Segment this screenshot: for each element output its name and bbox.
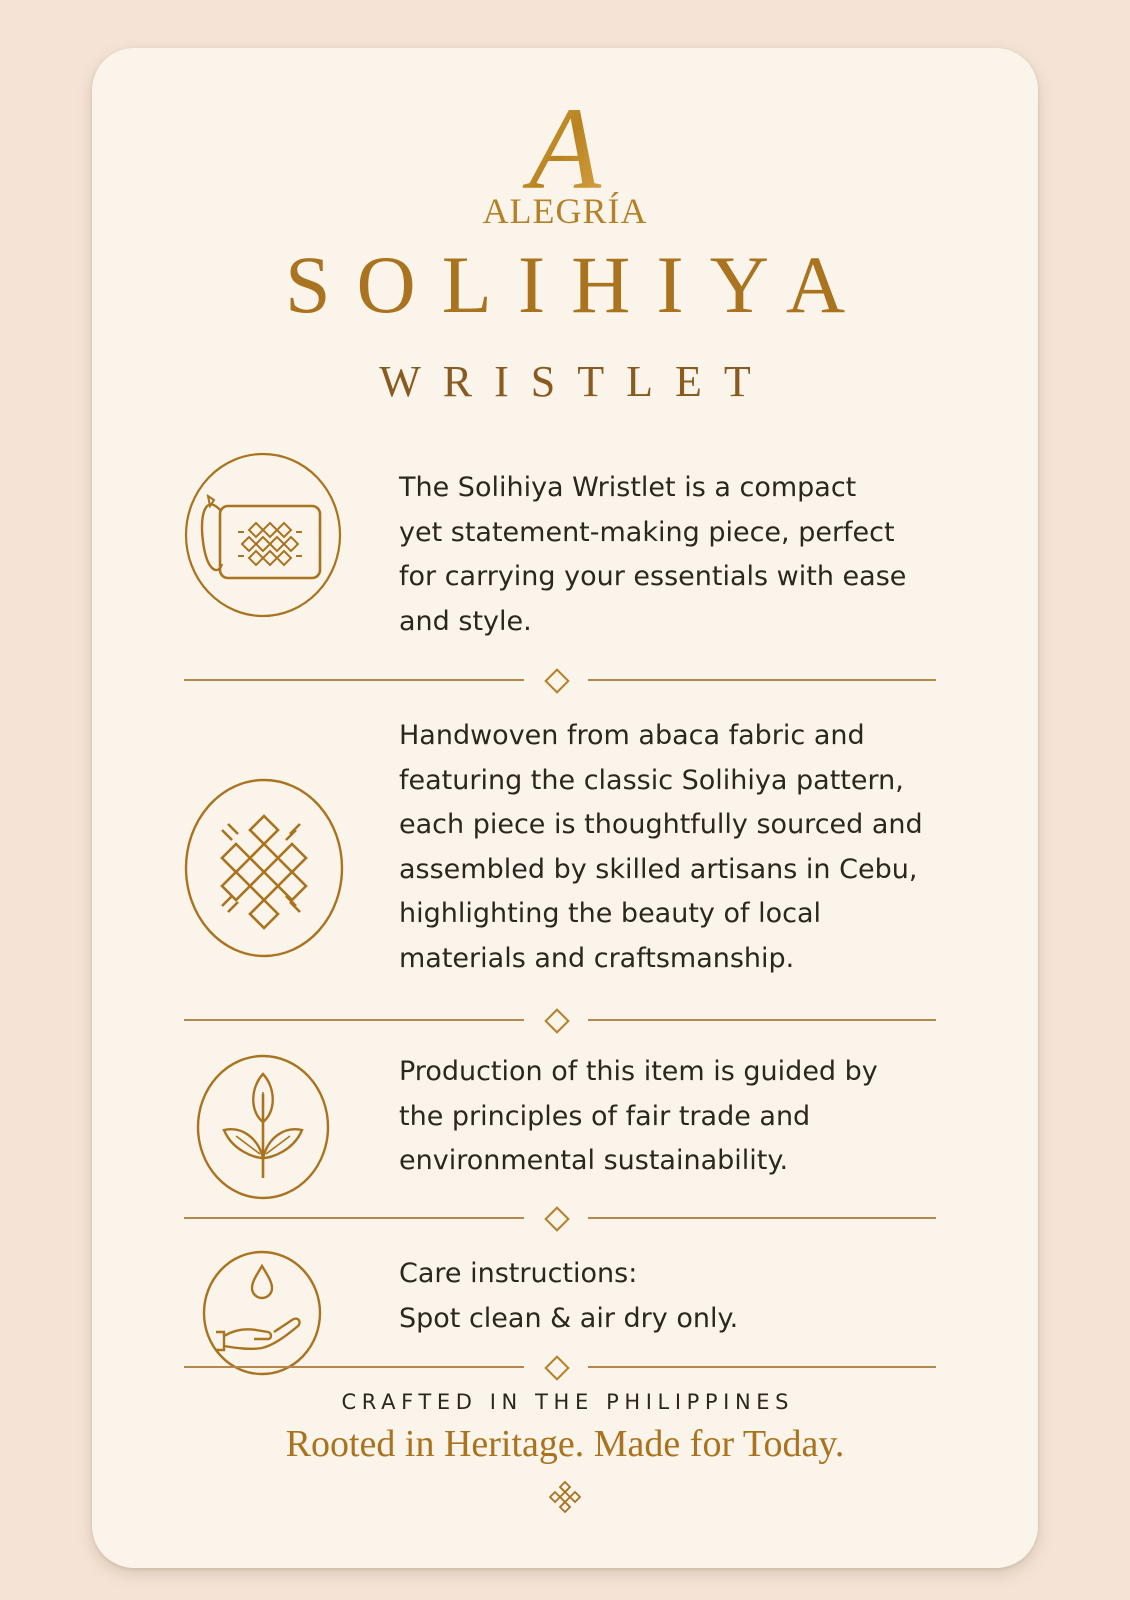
product-subtitle: WRISTLET [379,357,773,406]
feature-line: and style. [399,605,532,637]
feature-line: Handwoven from abaca fabric and [399,720,865,751]
feature-line: assembled by skilled artisans in Cebu, [399,853,918,885]
logo-letter: A [528,88,602,198]
section-divider [184,1008,936,1032]
feature-line: materials and craftsmanship. [399,942,795,974]
wristlet-bag-icon [184,452,342,618]
feature-line: yet statement-making piece, perfect [399,516,895,548]
feature-line: The Solihiya Wristlet is a compact [399,472,857,503]
diamond-icon [544,1008,569,1033]
feature-line: highlighting the beauty of local [399,898,822,929]
section-divider [184,668,936,692]
brand-name: ALEGRÍA [482,191,648,231]
product-title: SOLIHIYA [284,239,872,330]
diamond-icon [544,1355,569,1380]
feature-line: environmental sustainability. [399,1145,789,1176]
diamond-icon [544,1206,569,1231]
feature-description-craft [399,714,959,981]
solihiya-pattern-icon [184,778,344,958]
feature-description-ethics [399,1050,959,1184]
product-card [92,48,1038,1568]
section-divider [184,1355,936,1379]
feature-description-care [399,1252,959,1341]
feature-line: for carrying your essentials with ease [399,561,907,592]
diamond-icon [544,668,569,693]
brand-logo [92,88,1038,198]
feature-line: Care instructions: [399,1258,638,1289]
footer-tagline: CRAFTED IN THE PHILIPPINES [341,1390,795,1414]
feature-line: Production of this item is guided by [399,1056,878,1087]
feature-line: the principles of fair trade and [399,1100,811,1132]
feature-line: Spot clean & air dry only. [399,1302,739,1334]
woven-diamond-ornament-icon [545,1478,585,1518]
feature-line: featuring the classic Solihiya pattern, [399,764,904,796]
feature-description-design [399,466,959,644]
feature-line: each piece is thoughtfully sourced and [399,809,923,840]
footer-slogan: Rooted in Heritage. Made for Today. [285,1423,845,1465]
sprout-leaf-icon [196,1054,330,1200]
section-divider [184,1206,936,1230]
